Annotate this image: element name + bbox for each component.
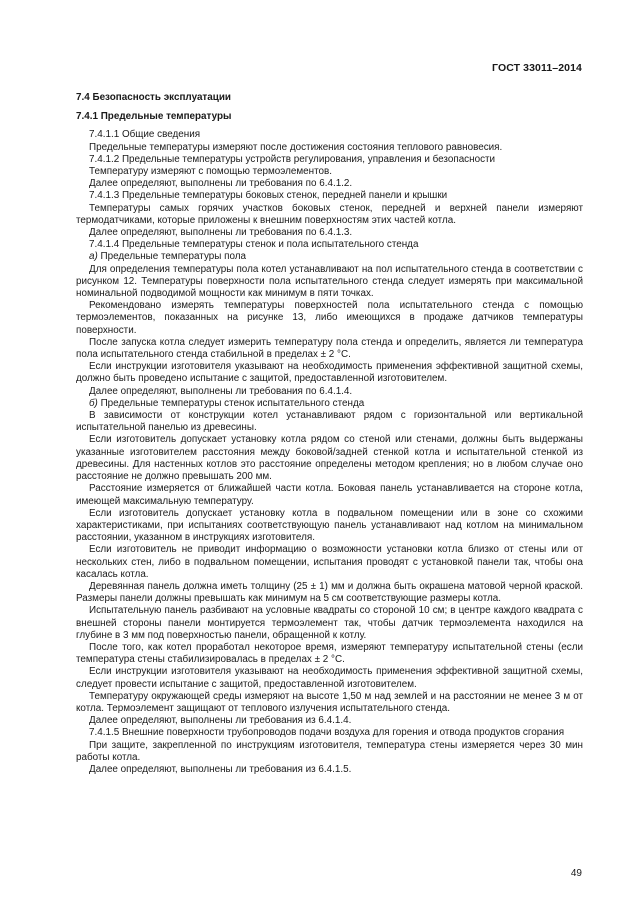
paragraph: Предельные температуры измеряют после достижения состояния теплового равновесия. <box>89 141 503 153</box>
paragraph: Далее определяют, выполнены ли требования из 6.4.1.4. <box>89 715 352 727</box>
document-code: ГОСТ 33011–2014 <box>492 62 582 74</box>
list-heading: б) Предельные температуры стенок испытательного стенда <box>89 397 365 409</box>
paragraph: Далее определяют, выполнены ли требования по 6.4.1.4. <box>89 385 353 397</box>
paragraph: Деревянная панель должна иметь толщину (25 ± 1) мм и должна быть окрашена матовой черной краской. Размеры панели должны превышать как минимум на 5 см соответствующие размеры котла. <box>76 580 583 605</box>
paragraph: После того, как котел проработал некоторое время, измеряют температуру испытательной стены (если температура стены стабилизировалась в пределах ± 2 °C. <box>76 641 583 666</box>
clause-heading: 7.4.1.4 Предельные температуры стенок и пола испытательного стенда <box>89 239 419 251</box>
list-marker: б) <box>89 397 98 409</box>
paragraph: В зависимости от конструкции котел устанавливают рядом с горизонтальной или вертикальной испытательной панелью из древесины. <box>76 410 583 434</box>
paragraph: Далее определяют, выполнены ли требования из 6.4.1.5. <box>89 763 352 775</box>
page-number: 49 <box>570 868 582 879</box>
section-title: 7.4 Безопасность эксплуатации <box>76 92 231 103</box>
paragraph: Расстояние измеряется от ближайшей части котла. Боковая панель устанавливается на стороне котла, имеющей максимальную температуру. <box>76 483 583 507</box>
paragraph: Температуры самых горячих участков боковых стенок, передней и верхней панели измеряют термодатчиками, которые приложены к внешним поверхностям этих частей котла. <box>76 202 583 226</box>
paragraph: Температуру окружающей среды измеряют на высоте 1,50 м над землей и на расстоянии не менее 3 м от котла. Термоэлемент защищают от теплового излучения испытательного стенда. <box>76 690 583 714</box>
list-marker: а) <box>89 251 98 263</box>
clause-heading: 7.4.1.2 Предельные температуры устройств регулирования, управления и безопасности <box>89 153 496 165</box>
paragraph: Если изготовитель допускает установку котла в подвальном помещении или в зоне со схожими характеристиками, при испытаниях соответствующую панель устанавливают над котлом на минимальном расстоянии, указанном в инструкциях изготовителя. <box>76 507 583 544</box>
paragraph: Далее определяют, выполнены ли требования по 6.4.1.2. <box>89 178 353 190</box>
paragraph: Если инструкции изготовителя указывают на необходимость применения эффективной защитной схемы, должно быть проведено испытание с защитой, предоставленной изготовителем. <box>76 361 583 385</box>
paragraph: Если инструкции изготовителя указывают на необходимость применения эффективной защитной схемы, следует провести испытание с защитой, предоставленной изготовителем. <box>76 666 583 690</box>
paragraph: Для определения температуры пола котел устанавливают на пол испытательного стенда в соответствии с рисунком 12. Температуры поверхности пола испытательного стенда следует измерять при максимальной номинальной подводимой мощности как минимум в пяти точках. <box>76 263 583 300</box>
paragraph: Если изготовитель допускает установку котла рядом со стеной или стенами, должны быть выдержаны указанные изготовителем расстояния между боковой/задней стенкой котла и испытательной стенкой из древесины. Для настенных котлов это расстояние определены методом крепления; но в любом случае оно расстояние не должно превышать 200 мм. <box>76 434 583 483</box>
paragraph: Испытательную панель разбивают на условные квадраты со стороной 10 см; в центре каждого квадрата с внешней стороны панели монтируется термоэлемент так, чтобы датчик термоэлемента находился на глубине в 3 мм под поверхностью панели, обращенной к котлу. <box>76 605 583 641</box>
paragraph: После запуска котла следует измерить температуру пола стенда и определить, является ли температура пола испытательного стенда стабильной в пределах ± 2 °C. <box>76 336 583 361</box>
paragraph: Далее определяют, выполнены ли требования по 6.4.1.3. <box>89 227 353 239</box>
document-body <box>76 92 583 776</box>
clause-heading: 7.4.1.5 Внешние поверхности трубопроводов подачи воздуха для горения и отвода продуктов сгорания <box>89 727 565 739</box>
paragraph: Температуру измеряют с помощью термоэлементов. <box>89 166 332 178</box>
paragraph: Рекомендовано измерять температуры поверхностей пола испытательного стенда с помощью термоэлементов, показанных на рисунке 13, либо имеющихся в продаже датчиков температуры поверхности. <box>76 300 583 336</box>
clause-heading: 7.4.1.3 Предельные температуры боковых стенок, передней панели и крышки <box>89 190 448 202</box>
paragraph: Если изготовитель не приводит информацию о возможности установки котла близко от стены или от нескольких стен, либо в подвальном помещении, испытания проводят с установкой панели так, чтобы она касалась котла. <box>76 544 583 580</box>
subsection-title: 7.4.1 Предельные температуры <box>76 111 232 123</box>
clause-heading: 7.4.1.1 Общие сведения <box>89 129 201 141</box>
paragraph: При защите, закрепленной по инструкциям изготовителя, температура стены измеряется через 30 мин работы котла. <box>76 739 583 763</box>
list-heading: а) Предельные температуры пола <box>89 251 246 263</box>
